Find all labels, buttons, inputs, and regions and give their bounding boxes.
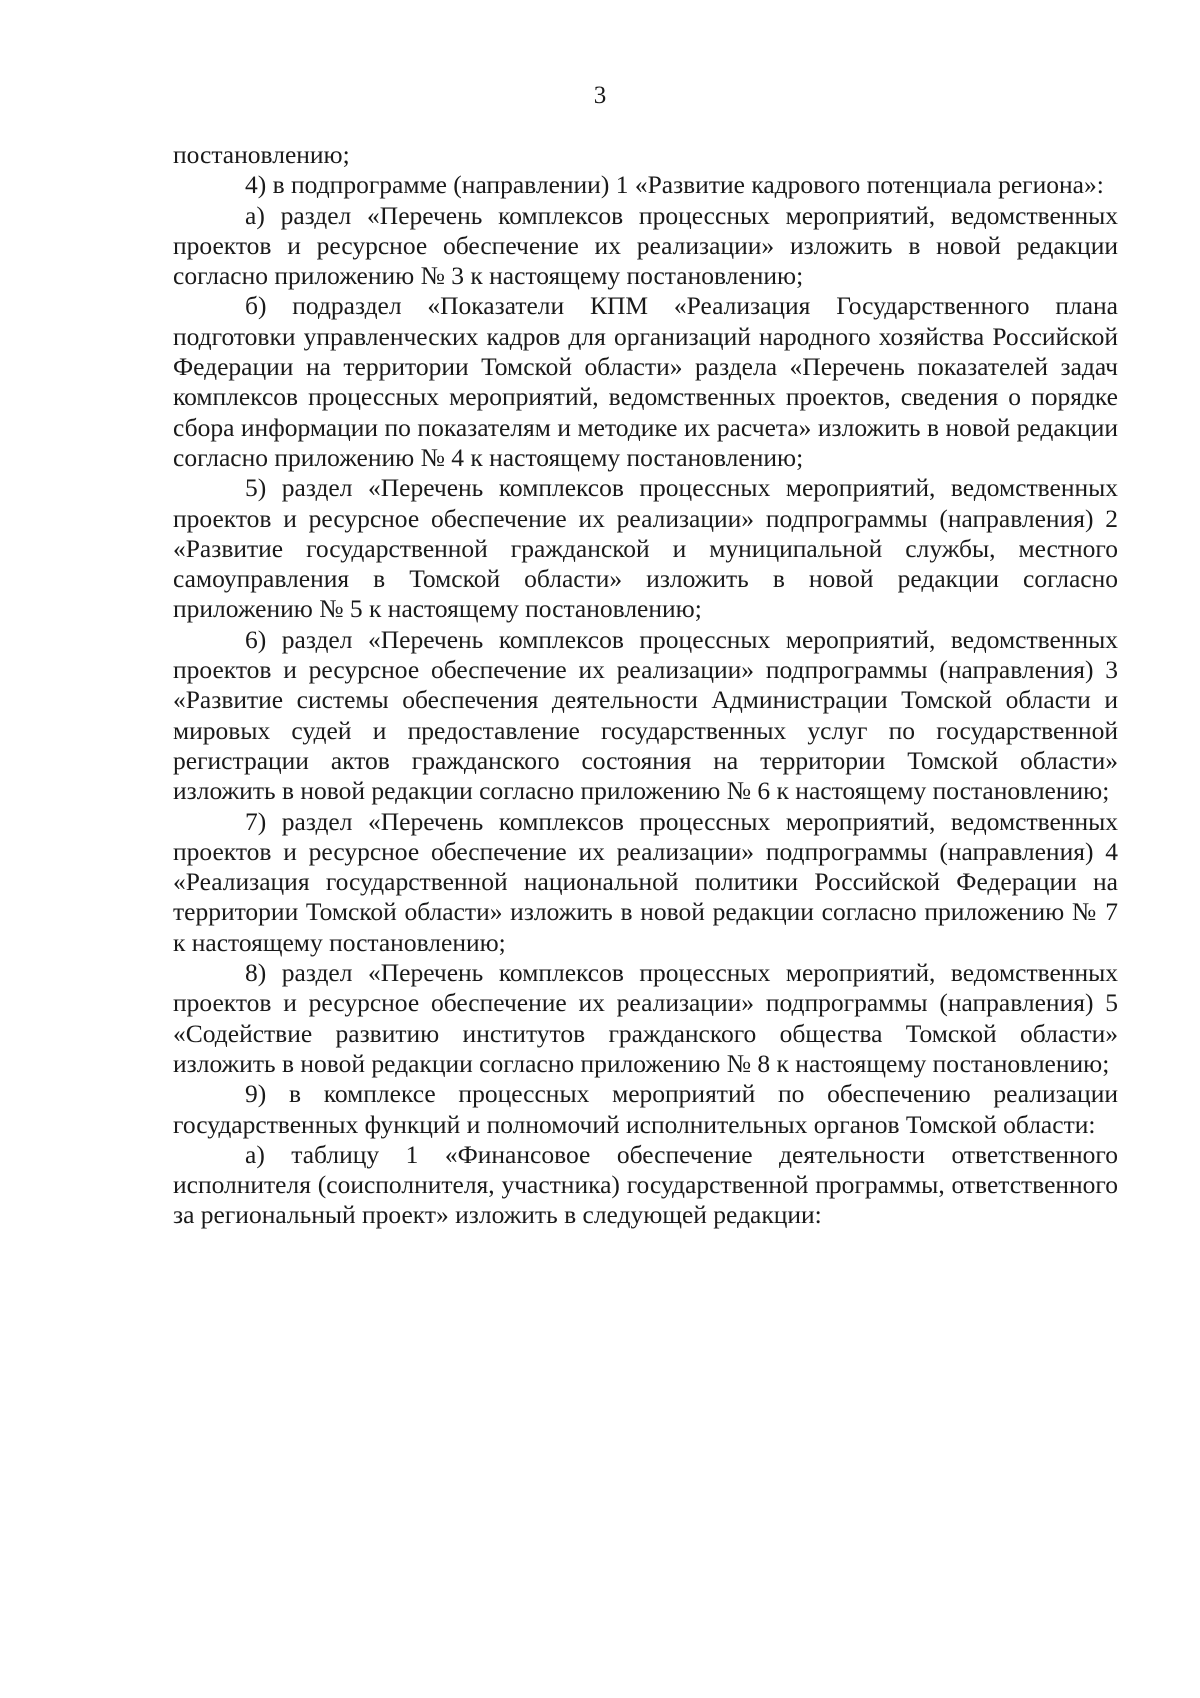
document-body	[173, 140, 1118, 1231]
paragraph-item-7: 7) раздел «Перечень комплексов процессных мероприятий, ведомственных проектов и ресурсное обеспечение их реализации» подпрограммы (направления) 4 «Реализация государственной национальной политики Российской Федерации на территории Томской области» изложить в новой редакции согласно приложению № 7 к настоящему постановлению;	[173, 806, 1118, 957]
paragraph-item-4b: б) подраздел «Показатели КПМ «Реализация Государственного плана подготовки управленческих кадров для организаций народного хозяйства Российской Федерации на территории Томской области» раздела «Перечень показателей задач комплексов процессных мероприятий, ведомственных проектов, сведения о порядке сбора информации по показателям и методике их расчета» изложить в новой редакции согласно приложению № 4 к настоящему постановлению;	[173, 291, 1118, 472]
paragraph-item-9: 9) в комплексе процессных мероприятий по обеспечению реализации государственных функций и полномочий исполнительных органов Томской области:	[173, 1079, 1118, 1139]
paragraph-item-6: 6) раздел «Перечень комплексов процессных мероприятий, ведомственных проектов и ресурсное обеспечение их реализации» подпрограммы (направления) 3 «Развитие системы обеспечения деятельности Администрации Томской области и мировых судей и предоставление государственных услуг по государственной регистрации актов гражданского состояния на территории Томской области» изложить в новой редакции согласно приложению № 6 к настоящему постановлению;	[173, 624, 1118, 806]
page-number: 3	[593, 82, 607, 109]
paragraph-item-5: 5) раздел «Перечень комплексов процессных мероприятий, ведомственных проектов и ресурсное обеспечение их реализации» подпрограммы (направления) 2 «Развитие государственной гражданской и муниципальной службы, местного самоуправления в Томской области» изложить в новой редакции согласно приложению № 5 к настоящему постановлению;	[173, 473, 1118, 624]
paragraph-continuation: постановлению;	[173, 140, 350, 169]
paragraph-item-9a: а) таблицу 1 «Финансовое обеспечение деятельности ответственного исполнителя (соисполнителя, участника) государственной программы, ответственного за региональный проект» изложить в следующей редакции:	[173, 1139, 1118, 1230]
paragraph-item-4: 4) в подпрограмме (направлении) 1 «Развитие кадрового потенциала региона»:	[245, 170, 1104, 200]
paragraph-item-4a: а) раздел «Перечень комплексов процессных мероприятий, ведомственных проектов и ресурсное обеспечение их реализации» изложить в новой редакции согласно приложению № 3 к настоящему постановлению;	[173, 200, 1118, 291]
paragraph-item-8: 8) раздел «Перечень комплексов процессных мероприятий, ведомственных проектов и ресурсное обеспечение их реализации» подпрограммы (направления) 5 «Содействие развитию институтов гражданского общества Томской области» изложить в новой редакции согласно приложению № 8 к настоящему постановлению;	[173, 958, 1118, 1078]
